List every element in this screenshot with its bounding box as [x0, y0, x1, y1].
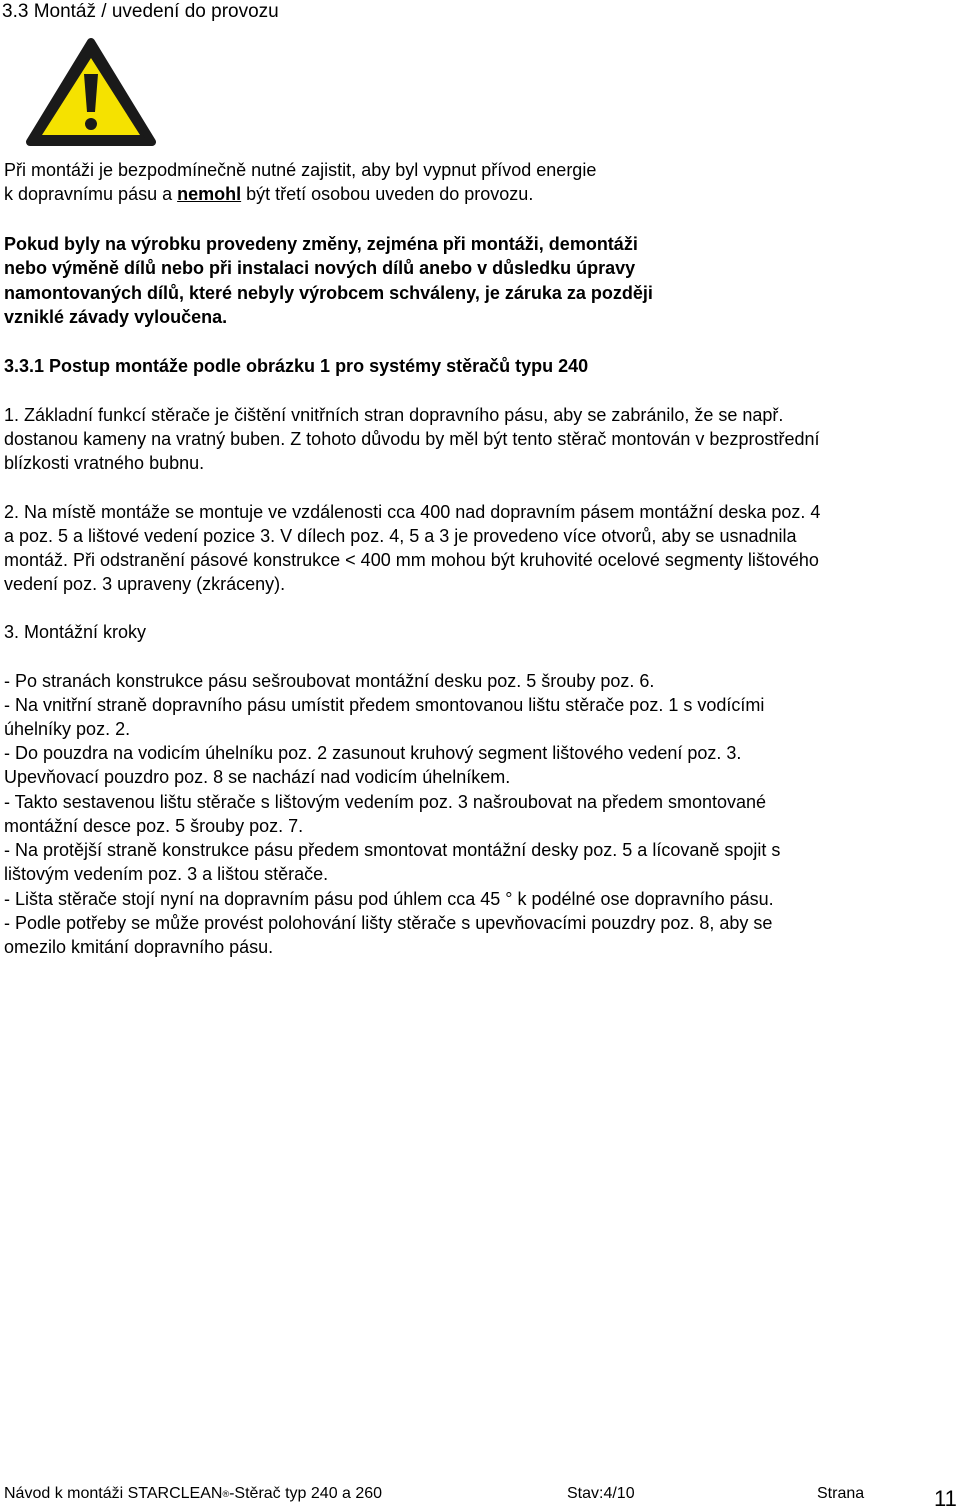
step-line: montážní desce poz. 5 šrouby poz. 7. [4, 816, 304, 836]
para2-line-4: vedení poz. 3 upraveny (zkráceny). [4, 574, 286, 594]
subsection-title: 3.3.1 Postup montáže podle obrázku 1 pro systémy stěračů typu 240 [4, 356, 589, 376]
footer-title-start: Návod k montáži STARCLEAN [4, 1485, 223, 1503]
step-line: - Na vnitřní straně dopravního pásu umístit předem smontovanou lištu stěrače poz. 1 s vodícími [4, 695, 765, 715]
footer-page-number: 11 [934, 1486, 957, 1511]
step-line: - Na protější straně konstrukce pásu předem smontovat montážní desky poz. 5 a lícovaně spojit s [4, 840, 781, 860]
liability-line-1: Pokud byly na výrobku provedeny změny, zejména při montáži, demontáži [4, 234, 638, 254]
para2-line-2: a poz. 5 a lištové vedení pozice 3. V dílech poz. 4, 5 a 3 je provedeno více otvorů, aby se usnadnila [4, 526, 797, 546]
section-title: 3.3 Montáž / uvedení do provozu [2, 1, 279, 22]
warning-triangle-exclamation-icon [24, 36, 158, 148]
liability-line-4: vzniklé závady vyloučena. [4, 307, 228, 327]
footer-status: Stav:4/10 [567, 1485, 635, 1502]
liability-line-3: namontovaných dílů, které nebyly výrobcem schváleny, je záruka za později [4, 283, 653, 303]
para1-line-1: 1. Základní funkcí stěrače je čištění vnitřních stran dopravního pásu, aby se zabránilo, že se např. [4, 405, 784, 425]
warning-line-1: Při montáži je bezpodmínečně nutné zajistit, aby byl vypnut přívod energie [4, 160, 597, 180]
step-line: - Do pouzdra na vodicím úhelníku poz. 2 zasunout kruhový segment lištového vedení poz. 3. [4, 743, 742, 763]
warning-line-2-start: k dopravnímu pásu a [4, 184, 178, 204]
warning-line-2 [4, 182, 533, 206]
step-line: lištovým vedením poz. 3 a lištou stěrače. [4, 864, 329, 884]
warning-emphasis: nemohl [177, 184, 242, 204]
para2-line-3: montáž. Při odstranění pásové konstrukce < 400 mm mohou být kruhovité ocelové segmenty lištového [4, 550, 819, 570]
warning-line-2-end: být třetí osobou uveden do provozu. [241, 184, 534, 204]
footer-document-title [4, 1484, 382, 1504]
footer-title-end: -Stěrač typ 240 a 260 [229, 1485, 383, 1503]
footer-page-label: Strana [817, 1485, 865, 1502]
step-line: - Takto sestavenou lištu stěrače s lištovým vedením poz. 3 našroubovat na předem smontované [4, 792, 767, 812]
para2-line-1: 2. Na místě montáže se montuje ve vzdálenosti cca 400 nad dopravním pásem montážní deska poz. 4 [4, 502, 821, 522]
step-line: - Podle potřeby se může provést polohování lišty stěrače s upevňovacími pouzdry poz. 8, aby se [4, 913, 773, 933]
steps-title: 3. Montážní kroky [4, 622, 147, 642]
registered-mark: ® [222, 1489, 230, 1499]
para1-line-3: blízkosti vratného bubnu. [4, 453, 205, 473]
step-line: - Po stranách konstrukce pásu sešroubovat montážní desku poz. 5 šrouby poz. 6. [4, 671, 655, 691]
step-line: úhelníky poz. 2. [4, 719, 131, 739]
step-line: Upevňovací pouzdro poz. 8 se nachází nad vodicím úhelníkem. [4, 767, 511, 787]
step-line: - Lišta stěrače stojí nyní na dopravním pásu pod úhlem cca 45 ° k podélné ose dopravního pásu. [4, 889, 774, 909]
para1-line-2: dostanou kameny na vratný buben. Z tohoto důvodu by měl být tento stěrač montován v bezprostřední [4, 429, 820, 449]
step-line: omezilo kmitání dopravního pásu. [4, 937, 274, 957]
liability-line-2: nebo výměně dílů nebo při instalaci nových dílů anebo v důsledku úpravy [4, 258, 636, 278]
